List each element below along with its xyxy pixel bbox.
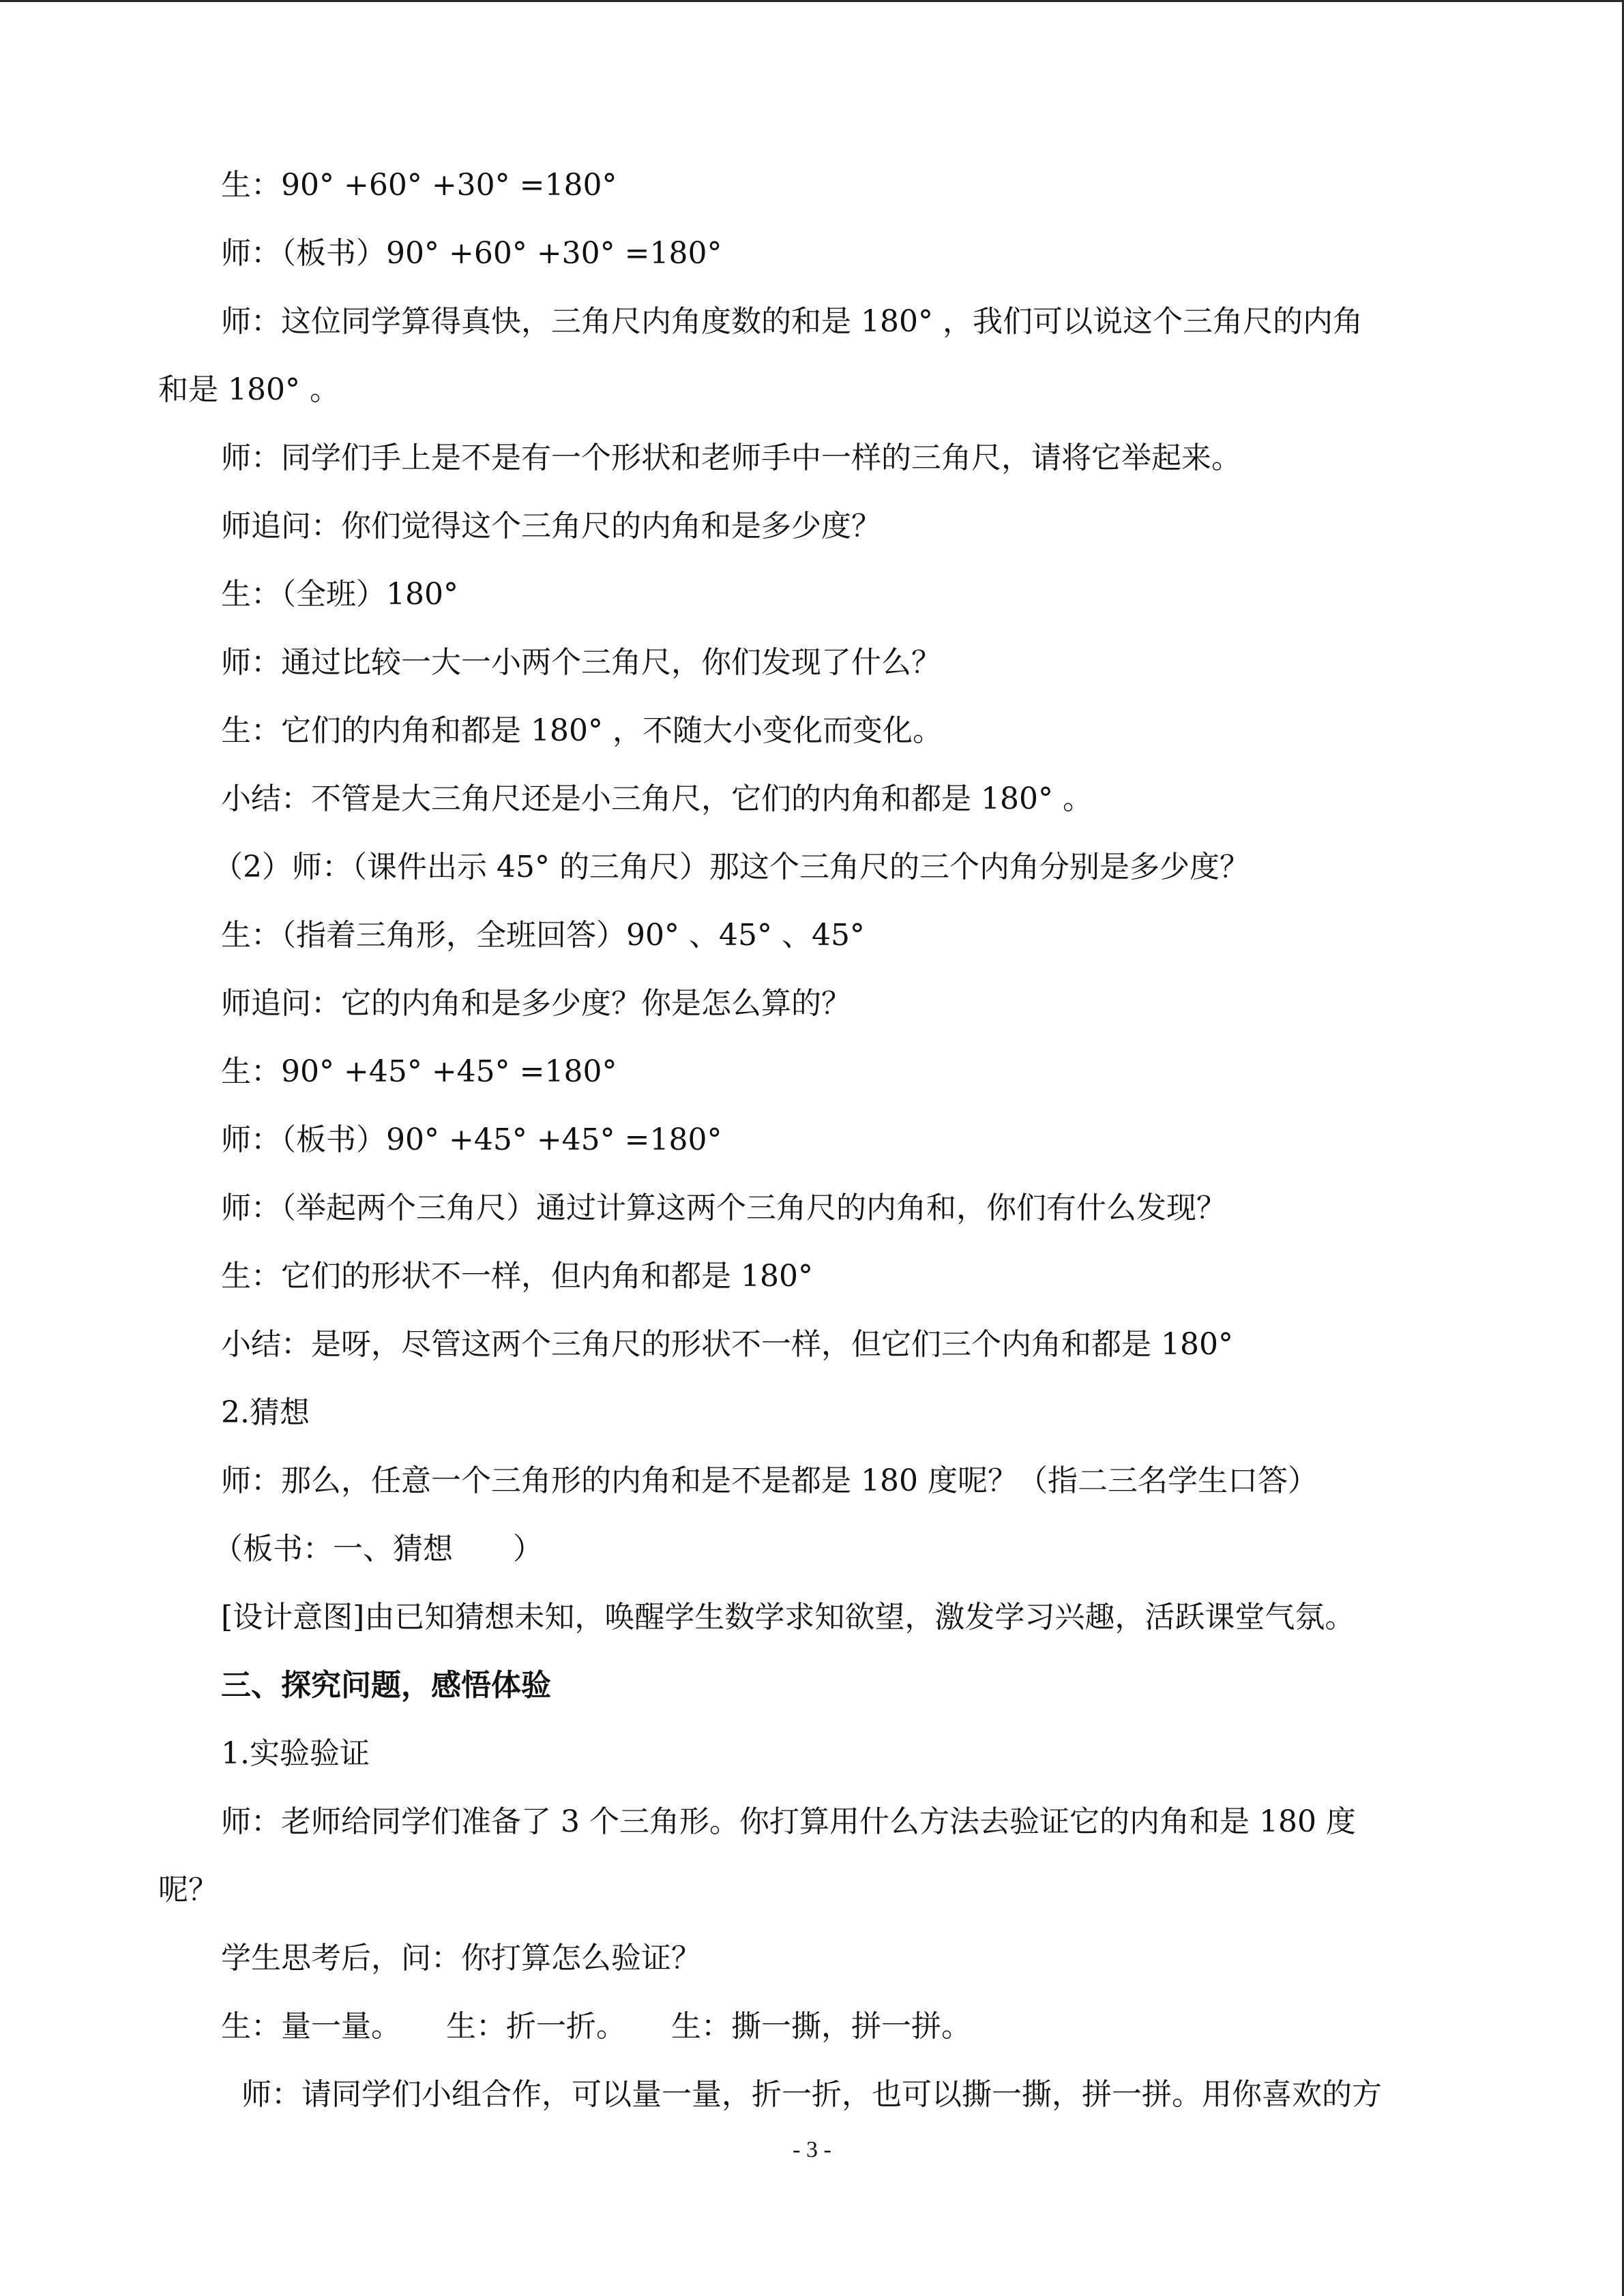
paragraph-line: 师：（板书）90° +45° +45° =180° (221, 1122, 722, 1157)
paragraph-line: 师：（板书）90° +60° +30° =180° (221, 236, 722, 271)
paragraph-line: 师：通过比较一大一小两个三角尺，你们发现了什么？ (221, 645, 941, 680)
subheading-guess: 2.猜想 (221, 1395, 310, 1430)
paragraph-line: 生：它们的形状不一样，但内角和都是 180° (221, 1259, 813, 1294)
paragraph-line: 和是 180° 。 (158, 372, 340, 407)
subheading-experiment: 1.实验验证 (221, 1736, 370, 1771)
document-body (158, 151, 1478, 2129)
section-heading: 三、探究问题，感悟体验 (221, 1668, 551, 1703)
paragraph-line: 师：那么，任意一个三角形的内角和是不是都是 180 度呢？（指二三名学生口答） (221, 1463, 1318, 1498)
paragraph-line: 小结：是呀，尽管这两个三角尺的形状不一样，但它们三个内角和都是 180° (221, 1327, 1233, 1362)
paragraph-line: 师：（举起两个三角尺）通过计算这两个三角尺的内角和，你们有什么发现？ (221, 1191, 1226, 1225)
paragraph-line: 生：90° +60° +30° =180° (221, 168, 617, 203)
top-border-line (0, 0, 1624, 2)
design-intent-line: [设计意图]由已知猜想未知，唤醒学生数学求知欲望，激发学习兴趣，活跃课堂气氛。 (221, 1600, 1355, 1635)
paragraph-line: 呢？ (158, 1873, 218, 1907)
paragraph-line: 师追问：它的内角和是多少度？你是怎么算的？ (221, 986, 851, 1021)
paragraph-line: 师：同学们手上是不是有一个形状和老师手中一样的三角尺，请将它举起来。 (221, 441, 1241, 475)
paragraph-line: （板书：一、猜想 ） (213, 1532, 543, 1566)
page-number: - 3 - (793, 2137, 831, 2162)
paragraph-line: 师：这位同学算得真快，三角尺内角度数的和是 180° ，我们可以说这个三角尺的内角 (221, 304, 1363, 339)
paragraph-line: 师追问：你们觉得这个三角尺的内角和是多少度？ (221, 509, 881, 543)
paragraph-line: 生：它们的内角和都是 180° ，不随大小变化而变化。 (221, 713, 943, 748)
paragraph-line: 生：90° +45° +45° =180° (221, 1054, 617, 1089)
paragraph-line: 生：量一量。 生：折一折。 生：撕一撕，拼一拼。 (221, 2009, 971, 2044)
paragraph-line: 生：（全班）180° (221, 577, 458, 612)
paragraph-line: 生：（指着三角形，全班回答）90° 、45° 、45° (221, 918, 865, 953)
paragraph-line: （2）师：（课件出示 45° 的三角尺）那这个三角尺的三个内角分别是多少度？ (213, 850, 1250, 884)
paragraph-line: 师：请同学们小组合作，可以量一量，折一折，也可以撕一撕，拼一拼。用你喜欢的方 (241, 2077, 1382, 2112)
paragraph-line: 师：老师给同学们准备了 3 个三角形。你打算用什么方法去验证它的内角和是 180 度 (221, 1804, 1356, 1839)
paragraph-line: 小结：不管是大三角尺还是小三角尺，它们的内角和都是 180° 。 (221, 781, 1093, 816)
paragraph-line: 学生思考后，问：你打算怎么验证？ (221, 1941, 701, 1976)
